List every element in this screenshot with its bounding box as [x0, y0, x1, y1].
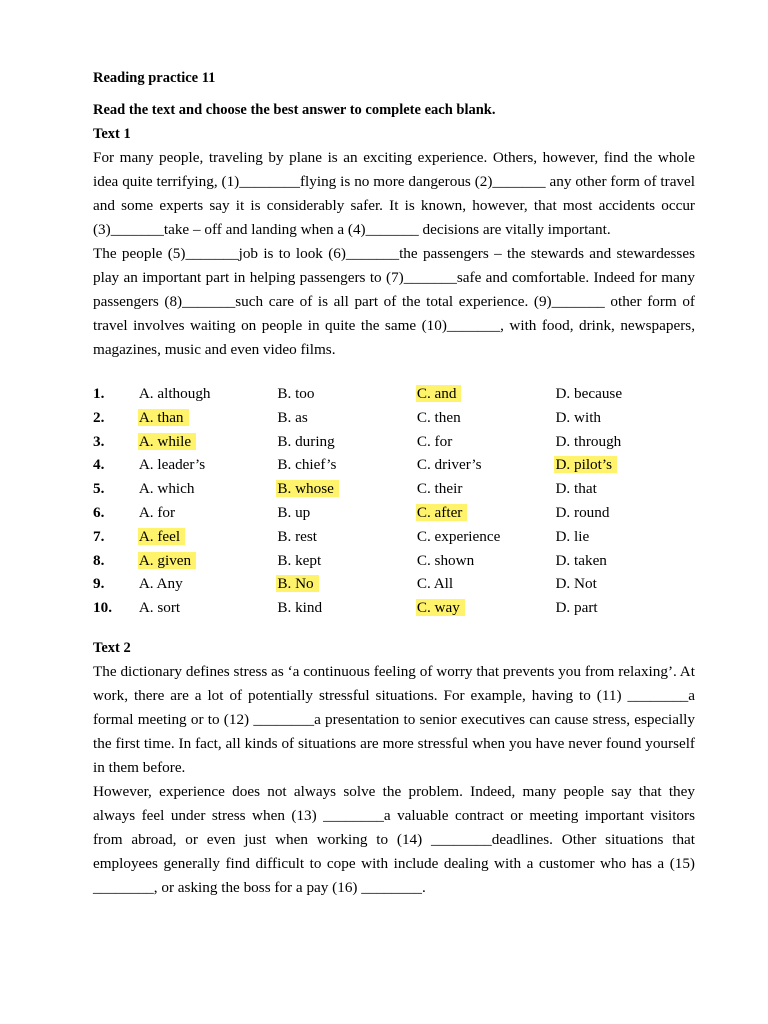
option-b: B. up [277, 503, 311, 521]
option-a-cell [139, 430, 278, 454]
highlighted-answer: A. feel [138, 528, 185, 545]
option-b-cell [277, 525, 416, 549]
text2-heading: Text 2 [93, 639, 131, 656]
option-b-cell [277, 596, 416, 620]
option-c-cell [417, 382, 556, 406]
option-c: C. then [416, 408, 461, 426]
question-row [93, 453, 695, 477]
option-b: B. as [277, 408, 308, 426]
option-a-cell [139, 477, 278, 501]
option-a: A. leader’s [138, 456, 206, 474]
highlighted-answer: B. whose [276, 480, 339, 497]
question-number: 9. [93, 575, 105, 593]
question-number: 7. [93, 527, 105, 545]
question-number: 1. [93, 385, 105, 402]
option-c-cell [417, 477, 556, 501]
option-d: D. that [555, 480, 597, 498]
option-d: D. taken [555, 551, 607, 569]
option-d: D. because [555, 385, 623, 402]
text1-paragraph-2: The people (5)_______job is to look (6)_______the passengers – the stewards and stewardesses play an important part in helping passengers to (7)_______safe and comfortable. Indeed for many passengers (8)_______such care of is all part of the total experience. (9)_______ other form of travel involves waiting on people in quite the same (10)_______, with food, drink, newspapers, magazines, music and even video films. [93, 245, 695, 358]
question-row [93, 525, 695, 549]
option-c-cell [417, 596, 556, 620]
option-c: C. shown [416, 551, 475, 569]
option-a-cell [139, 525, 278, 549]
option-a: A. for [138, 503, 176, 521]
option-c: C. experience [416, 527, 501, 545]
option-d-cell [555, 406, 695, 430]
option-d-cell [555, 453, 695, 477]
option-a: A. sort [138, 599, 181, 617]
option-a-cell [139, 501, 278, 525]
question-number: 6. [93, 503, 105, 521]
page-title: Reading practice 11 [93, 70, 216, 86]
question-number: 4. [93, 456, 105, 474]
question-row [93, 501, 695, 525]
question-row [93, 382, 695, 406]
option-b: B. during [277, 432, 335, 450]
option-d-cell [555, 549, 695, 573]
option-a: A. Any [138, 575, 183, 593]
option-d-cell [555, 501, 695, 525]
question-row [93, 549, 695, 573]
highlighted-answer: A. given [138, 552, 196, 569]
highlighted-answer: D. pilot’s [554, 456, 617, 473]
option-d: D. through [555, 432, 622, 450]
option-b-cell [277, 572, 416, 596]
option-d-cell [555, 382, 695, 406]
option-d: D. Not [555, 575, 597, 593]
option-c-cell [417, 525, 556, 549]
option-d-cell [555, 430, 695, 454]
question-number: 8. [93, 551, 105, 569]
option-d: D. lie [555, 527, 590, 545]
option-d: D. round [555, 503, 610, 521]
question-number: 5. [93, 480, 105, 498]
highlighted-answer: C. after [416, 504, 468, 521]
option-c: C. for [416, 432, 453, 450]
option-b: B. rest [277, 527, 318, 545]
option-d-cell [555, 525, 695, 549]
option-b-cell [277, 453, 416, 477]
option-d: D. part [555, 599, 598, 617]
option-b: B. kind [277, 599, 323, 617]
option-d-cell [555, 572, 695, 596]
option-a: A. which [138, 480, 195, 498]
option-b-cell [277, 430, 416, 454]
text1-heading: Text 1 [93, 126, 131, 142]
highlighted-answer: A. than [138, 409, 189, 426]
question-row [93, 596, 695, 620]
question-row [93, 430, 695, 454]
highlighted-answer: B. No [276, 575, 318, 592]
question-row [93, 572, 695, 596]
question-row [93, 477, 695, 501]
option-c: C. All [416, 575, 454, 593]
option-c: C. driver’s [416, 456, 482, 474]
highlighted-answer: A. while [138, 433, 196, 450]
option-a-cell [139, 453, 278, 477]
highlighted-answer: C. way [416, 599, 465, 616]
document-page [93, 66, 695, 900]
option-b-cell [277, 477, 416, 501]
option-d-cell [555, 596, 695, 620]
option-c: C. their [416, 480, 463, 498]
option-b-cell [277, 549, 416, 573]
option-c-cell [417, 453, 556, 477]
option-a-cell [139, 572, 278, 596]
option-c-cell [417, 549, 556, 573]
option-d: D. with [555, 408, 602, 426]
option-c-cell [417, 572, 556, 596]
text1-paragraph-1: For many people, traveling by plane is an exciting experience. Others, however, find the whole idea quite terrifying, (1)________flying is no more dangerous (2)_______ any other form of travel and some experts say it is considerably safer. It is known, however, that most accidents occur (3)_______take – off and landing when a (4)_______ decisions are vitally important. [93, 149, 695, 238]
option-b: B. kept [277, 551, 322, 569]
question-number: 10. [93, 599, 112, 617]
option-b: B. chief’s [277, 456, 337, 474]
option-c-cell [417, 430, 556, 454]
question-row [93, 406, 695, 430]
option-b-cell [277, 382, 416, 406]
option-a: A. although [138, 385, 211, 402]
question-number: 3. [93, 432, 105, 450]
option-a-cell [139, 382, 278, 406]
option-a-cell [139, 549, 278, 573]
option-c-cell [417, 406, 556, 430]
text2-paragraph-2: However, experience does not always solve the problem. Indeed, many people say that they always feel under stress when (13) ________a valuable contract or meeting important visitors from abroad, or even just when working to (14) ________deadlines. Other situations that employees generally find difficult to cope with include dealing with a customer who has a (15) ________, or asking the boss for a pay (16) ________. [93, 782, 695, 896]
option-b-cell [277, 501, 416, 525]
option-c-cell [417, 501, 556, 525]
question-number: 2. [93, 408, 105, 426]
option-b-cell [277, 406, 416, 430]
option-a-cell [139, 596, 278, 620]
instruction: Read the text and choose the best answer to complete each blank. [93, 102, 496, 118]
option-a-cell [139, 406, 278, 430]
text2-paragraph-1: The dictionary defines stress as ‘a continuous feeling of worry that prevents you from relaxing’. At work, there are a lot of potentially stressful situations. For example, having to (11) ________a formal meeting or to (12) ________a presentation to senior executives can cause stress, especially the first time. In fact, all kinds of situations are more stressful when you have never found yourself in them before. [93, 662, 695, 776]
highlighted-answer: C. and [416, 385, 462, 402]
option-d-cell [555, 477, 695, 501]
answer-options-table [93, 382, 695, 620]
option-b: B. too [277, 385, 315, 402]
